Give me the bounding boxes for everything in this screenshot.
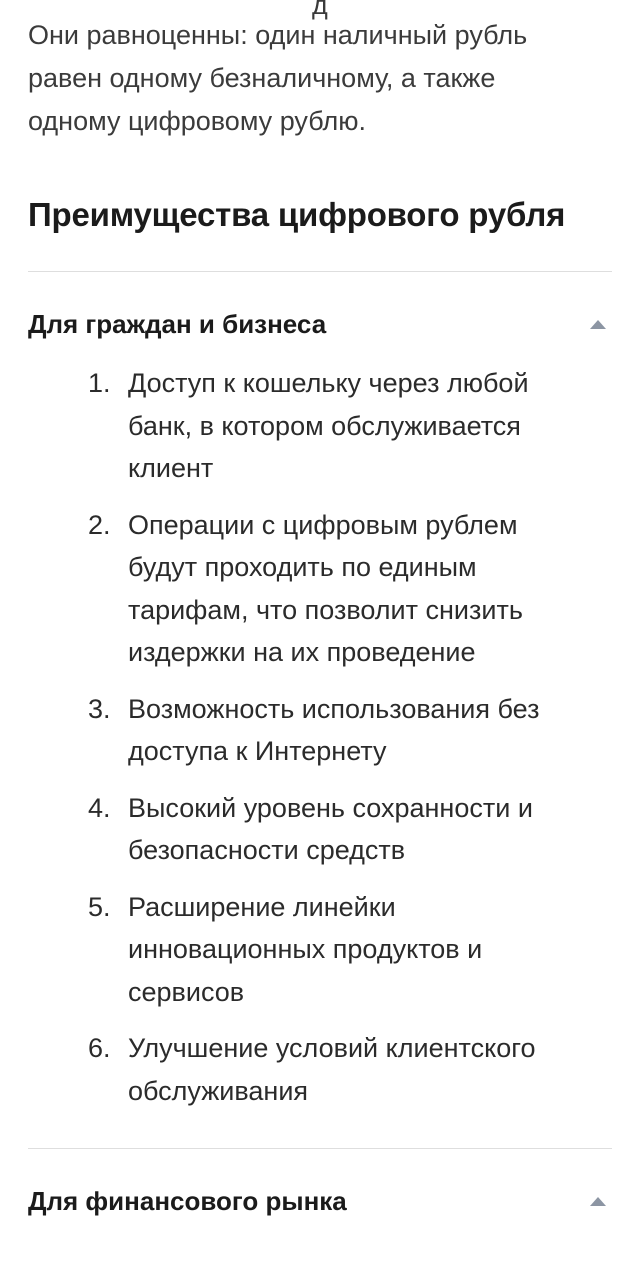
list-item bbox=[88, 787, 612, 872]
intro-cutoff-text: д bbox=[312, 0, 328, 20]
benefits-list bbox=[28, 362, 612, 1112]
intro-cutoff-line bbox=[28, 0, 612, 20]
accordion-header-financial-market[interactable] bbox=[28, 1149, 612, 1253]
list-item-text: Улучшение условий клиентского обслуживания bbox=[128, 1033, 536, 1106]
list-item-number: 5. bbox=[88, 891, 111, 922]
intro-paragraph: Они равноценны: один наличный рубль равен одному безналичному, а также одному цифровому рублю. bbox=[28, 20, 528, 136]
list-item-number: 1. bbox=[88, 368, 111, 398]
chevron-up-icon[interactable] bbox=[590, 1197, 606, 1206]
accordion-title: Для финансового рынка bbox=[28, 1185, 347, 1216]
list-item-number: 2. bbox=[88, 509, 111, 540]
list-item-text: Доступ к кошельку через любой банк, в котором обслуживается клиент bbox=[128, 368, 529, 483]
list-item-number: 3. bbox=[88, 693, 111, 724]
section-title: Преимущества цифрового рубля bbox=[28, 196, 566, 233]
list-item-text: Высокий уровень сохранности и безопасности средств bbox=[128, 792, 533, 865]
accordion-title: Для граждан и бизнеса bbox=[28, 308, 327, 339]
list-item bbox=[88, 362, 612, 490]
list-item bbox=[88, 886, 612, 1014]
list-item-number: 6. bbox=[88, 1033, 111, 1063]
accordion-financial-market bbox=[28, 1149, 612, 1253]
accordion-citizens-business bbox=[28, 272, 612, 1112]
list-item-text: Расширение линейки инновационных продуктов и сервисов bbox=[128, 891, 483, 1007]
list-item bbox=[88, 688, 612, 773]
list-item-number: 4. bbox=[88, 792, 111, 823]
accordion-header-citizens-business[interactable] bbox=[28, 272, 612, 376]
list-item bbox=[88, 504, 612, 674]
list-item-text: Операции с цифровым рублем будут проходить по единым тарифам, что позволит снизить издержки на их проведение bbox=[128, 509, 523, 667]
list-item-text: Возможность использования без доступа к Интернету bbox=[128, 693, 540, 766]
chevron-up-icon[interactable] bbox=[590, 320, 606, 329]
list-item bbox=[88, 1027, 612, 1112]
